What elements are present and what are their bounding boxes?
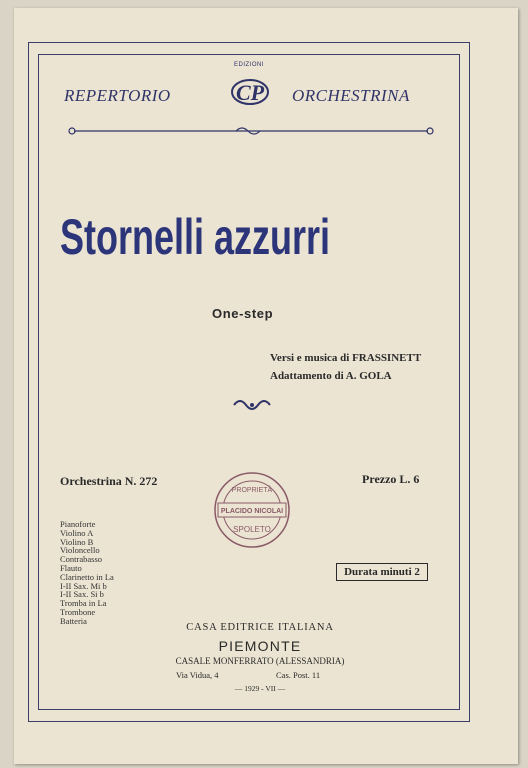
instrument-item: Pianoforte	[60, 519, 96, 529]
arranger-credit: Adattamento di A. GOLA	[270, 370, 392, 382]
flourish-ornament	[232, 397, 272, 413]
header-ornament	[66, 126, 436, 136]
stamp-bottom-text: SPOLETO	[233, 525, 271, 534]
price: Prezzo L. 6	[362, 472, 420, 486]
series-label-right: ORCHESTRINA	[292, 86, 410, 105]
song-title: Stornelli azzurri	[60, 209, 331, 265]
instrument-item: Clarinetto in La	[60, 571, 114, 582]
logo-caption: EDIZIONI	[234, 62, 265, 68]
duration-box: Durata minuti 2	[336, 563, 428, 581]
instrument-item: Tromba in La	[60, 598, 107, 609]
stamp-middle-text: PLACIDO NICOLAI	[220, 508, 284, 515]
dance-type: One-step	[212, 306, 274, 321]
instrument-item: I-II Sax. Mi b	[60, 580, 107, 591]
instrument-item: Violino A	[60, 527, 94, 538]
ownership-stamp	[212, 470, 292, 550]
publisher-address: CASALE MONFERRATO (ALESSANDRIA)	[175, 656, 345, 666]
publisher-street: Via Vidua, 4	[176, 670, 219, 680]
instrument-item: Violoncello	[60, 545, 100, 556]
instrument-list	[60, 520, 114, 626]
publication-year: — 1929 - VII —	[234, 684, 286, 693]
instrument-item: I-II Sax. Si b	[60, 589, 104, 600]
publisher-name: CASA EDITRICE ITALIANA	[186, 622, 334, 633]
publisher-box: Cas. Post. 11	[276, 670, 321, 680]
publisher-city: PIEMONTE	[218, 638, 302, 654]
svg-text:CP: CP	[235, 80, 265, 105]
stamp-top-text: PROPRIETÀ	[231, 487, 273, 494]
instrument-item: Flauto	[60, 562, 82, 573]
instrument-item: Contrabasso	[60, 554, 103, 565]
instrument-item: Trombone	[60, 606, 96, 617]
publisher-logo	[222, 62, 278, 108]
catalog-number: Orchestrina N. 272	[60, 474, 158, 488]
instrument-item: Batteria	[60, 615, 87, 626]
series-label-left: REPERTORIO	[64, 86, 171, 105]
composer-credit: Versi e musica di FRASSINETT	[270, 352, 422, 364]
instrument-item: Violino B	[60, 536, 94, 547]
